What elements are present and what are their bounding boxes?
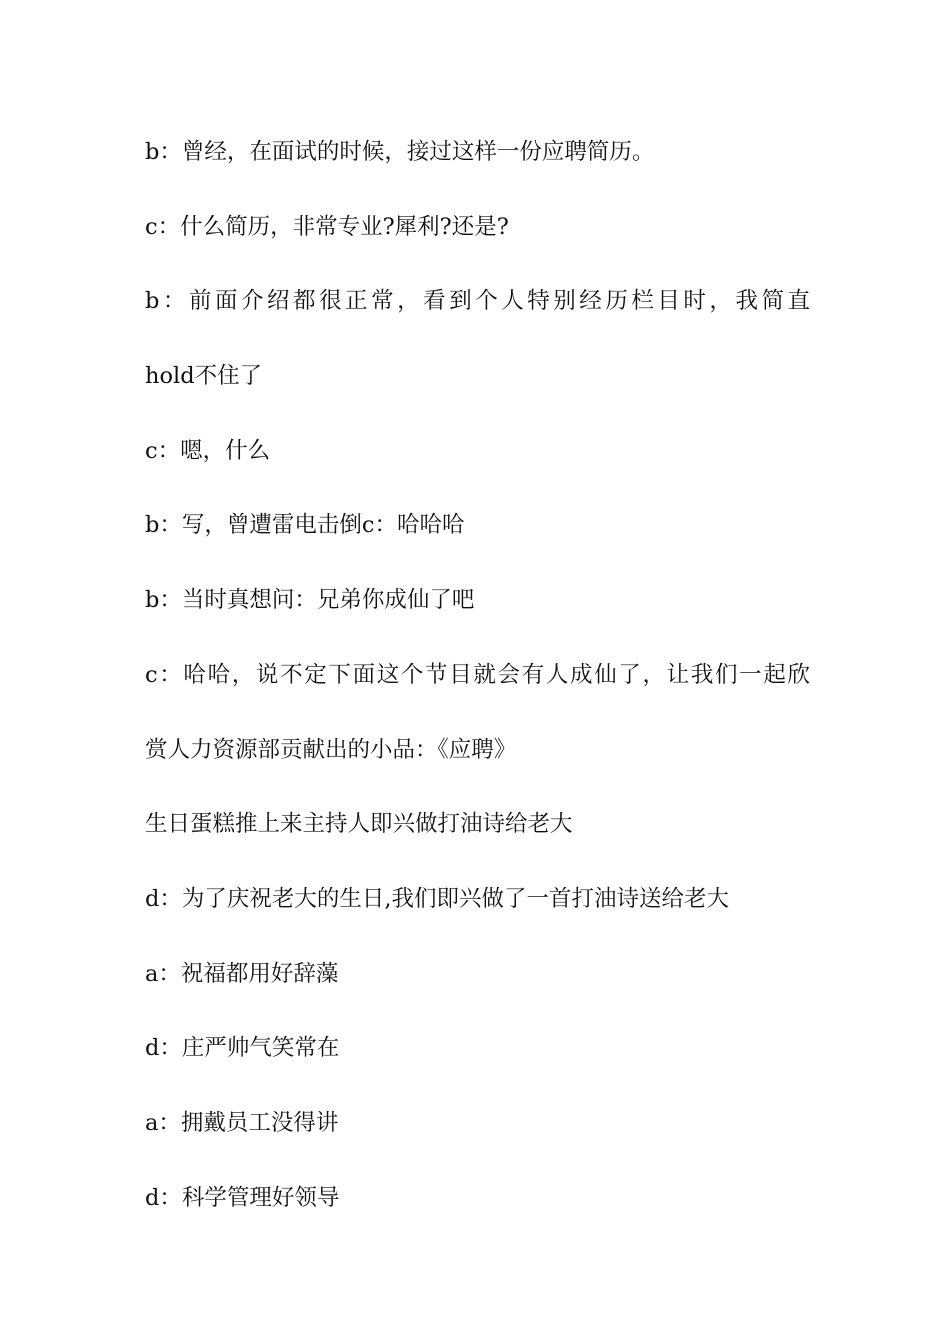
text-line: c：哈哈，说不定下面这个节目就会有人成仙了，让我们一起欣 (145, 661, 810, 688)
text-line: 生日蛋糕推上来主持人即兴做打油诗给老大 (145, 811, 573, 838)
text-line: a：拥戴员工没得讲 (145, 1109, 339, 1136)
text-line: 赏人力资源部贡献出的小品：《应聘》 (145, 736, 517, 763)
text-line: c：什么简历，非常专业?犀利?还是? (145, 213, 509, 240)
text-line: b：曾经，在面试的时候，接过这样一份应聘简历。 (145, 139, 655, 165)
text-line: a：祝福都用好辞藻 (145, 960, 339, 987)
text-line: c：嗯，什么 (145, 437, 271, 464)
text-line: d：科学管理好领导 (145, 1184, 340, 1211)
document-body (145, 132, 810, 1252)
text-line: d：庄严帅气笑常在 (145, 1035, 340, 1062)
text-line: hold不住了 (145, 363, 263, 390)
text-line: b：当时真想问：兄弟你成仙了吧 (145, 587, 475, 614)
text-line: d：为了庆祝老大的生日,我们即兴做了一首打油诗送给老大 (145, 885, 730, 912)
text-line: b：写，曾遭雷电击倒c：哈哈哈 (145, 512, 465, 539)
text-line: b：前面介绍都很正常，看到个人特别经历栏目时，我简直 (145, 288, 810, 315)
